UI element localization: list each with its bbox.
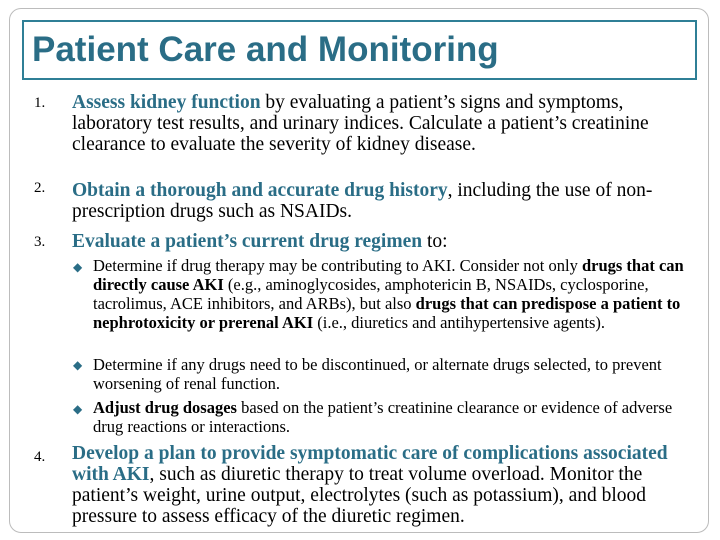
- item-4-text: , such as diuretic therapy to treat volume overload. Monitor the patient’s weight, urine output, electrolytes (such as potassium), and blood pressure to assess efficacy of the diuretic regimen.: [72, 464, 647, 527]
- bullet-icon: ◆: [73, 402, 83, 416]
- item-4-heading: Develop a plan to provide symptomatic care of complications associated with AKI: [72, 443, 668, 485]
- sub-item-1-bold-1: drugs that can directly cause AKI: [93, 256, 684, 294]
- sub-item-3-text: based on the patient’s creatinine clearance or evidence of adverse drug reactions or interactions.: [93, 398, 673, 436]
- item-1-heading: Assess kidney function: [72, 92, 261, 113]
- item-3-text: to:: [422, 231, 448, 252]
- list-item-3: [72, 231, 692, 252]
- bullet-icon: ◆: [73, 358, 83, 372]
- sub-item-3-bold: Adjust drug dosages: [93, 398, 237, 417]
- sub-item-1-pre: Determine if drug therapy may be contributing to AKI. Consider not only: [93, 256, 582, 275]
- item-number-1: 1.: [34, 95, 46, 111]
- item-number-2: 2.: [34, 180, 46, 196]
- list-item-1: [72, 92, 692, 155]
- sub-item-1: [93, 256, 693, 332]
- item-number-3: 3.: [34, 234, 46, 250]
- list-item-4: [72, 443, 692, 527]
- slide-title: Patient Care and Monitoring: [32, 30, 499, 69]
- list-item-2: [72, 180, 692, 222]
- sub-item-1-post: (i.e., diuretics and antihypertensive agents).: [313, 313, 606, 332]
- sub-item-1-mid: (e.g., aminoglycosides, amphotericin B, NSAIDs, cyclosporine, tacrolimus, ACE inhibitors, and ARBs), but also: [93, 275, 649, 313]
- item-3-heading: Evaluate a patient’s current drug regimen: [72, 231, 423, 252]
- item-1-text: by evaluating a patient’s signs and symptoms, laboratory test results, and urinary indices. Calculate a patient’s creatinine clearance to evaluate the severity of kidney disease.: [72, 92, 649, 155]
- sub-item-1-bold-2: drugs that can predispose a patient to nephrotoxicity or prerenal AKI: [93, 294, 681, 332]
- sub-item-3: [93, 398, 693, 436]
- item-number-4: 4.: [34, 449, 46, 465]
- sub-item-2: Determine if any drugs need to be discontinued, or alternate drugs selected, to prevent worsening of renal function.: [93, 355, 662, 393]
- item-2-heading: Obtain a thorough and accurate drug history: [72, 180, 448, 201]
- item-2-text: , including the use of non-prescription drugs such as NSAIDs.: [72, 180, 653, 222]
- bullet-icon: ◆: [73, 260, 83, 274]
